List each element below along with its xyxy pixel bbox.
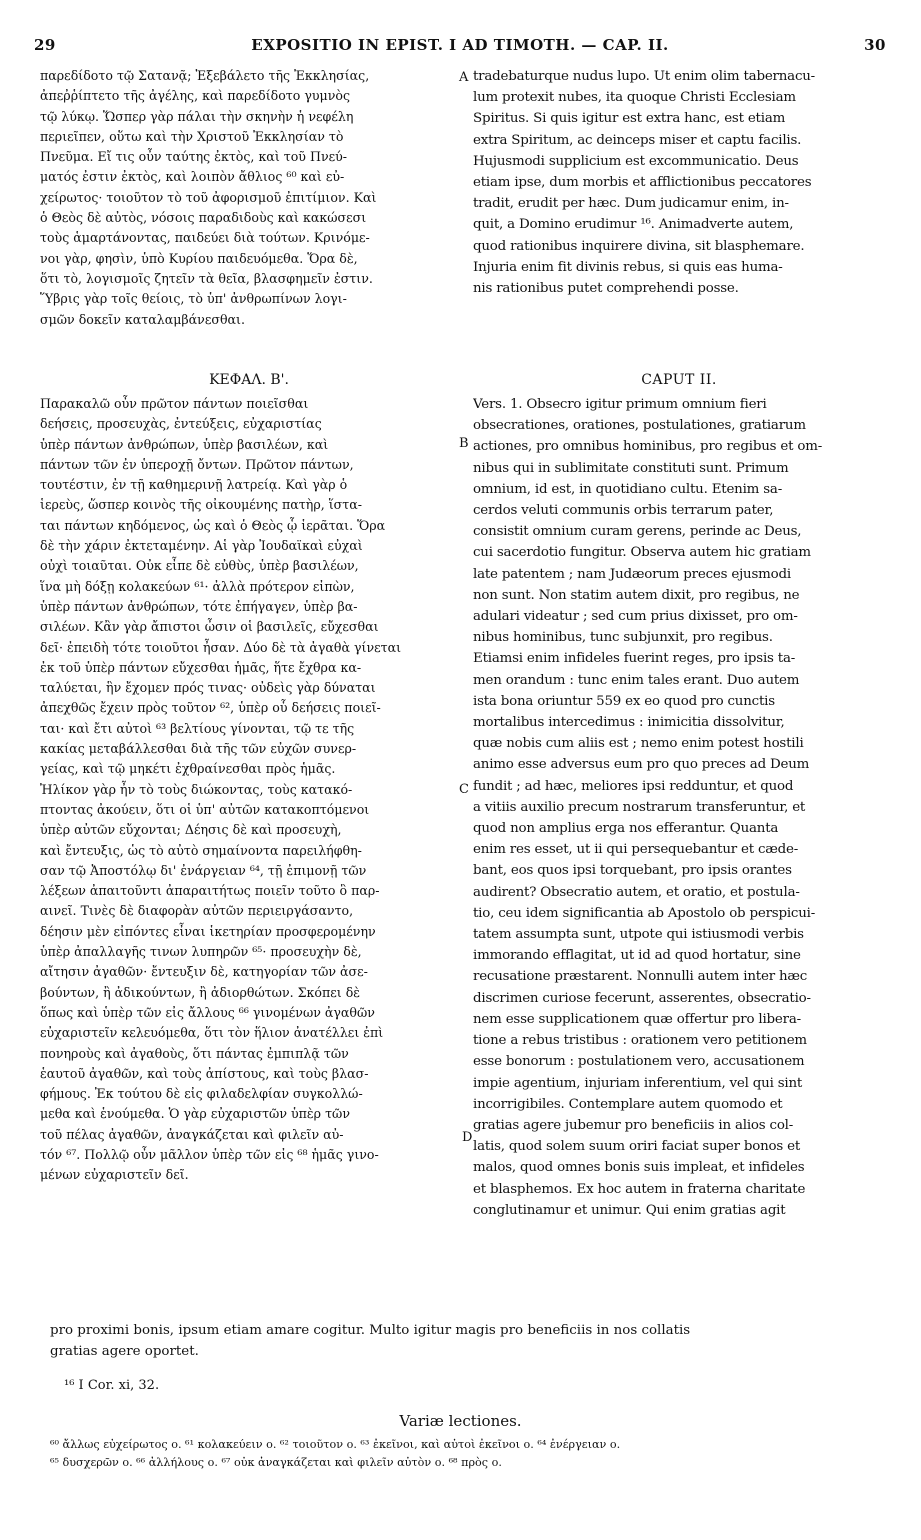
greek-column-main: Παρακαλῶ οὖν πρῶτον πάντων ποιεῖσθαι δεήσεις, προσευχὰς, ἐντεύξεις, εὐχαριστίας ὑπὲρ πάντων ἀνθρώπων, ὑπὲρ βασιλέων, καὶ πάντων τῶν ἐν ὑπεροχῇ ὄντων. Πρῶτον πάντων, τουτέστιν, ἐν τῇ καθημερινῇ λατρείᾳ. Καὶ γὰρ ὁ ἱερεὺς, ὥσπερ κοινὸς τῆς οἰκουμένης πατὴρ, ἵστα- ται πάντων κηδόμενος, ὡς καὶ ὁ Θεὸς ᾧ ἱερᾶται. Ὅρα δὲ τὴν χάριν ἐκτεταμένην. Αἱ γὰρ Ἰουδαϊκαὶ εὐχαὶ οὐχὶ τοιαῦται. Οὐκ εἶπε δὲ εὐθὺς, ὑπὲρ βασιλέων, ἵνα μὴ δόξῃ κολακεύων ⁶¹· ἀλλὰ πρότερον εἰπὼν, ὑπὲρ πάντων ἀνθρώπων, τότε ἐπήγαγεν, ὑπὲρ βα- σιλέων. Κἂν γὰρ ἄπιστοι ὦσιν οἱ βασιλεῖς, εὔχεσθαι δεῖ· ἐπειδὴ τότε τοιοῦτοι ἦσαν. Δύο δὲ τὰ ἀγαθὰ γίνεται ἐκ τοῦ ὑπὲρ πάντων εὔχεσθαι ἡμᾶς, ἥτε ἔχθρα κα- ταλύεται, ἣν ἔχομεν πρός τινας· οὐδεὶς γὰρ δύναται ἀπεχθῶς ἔχειν πρὸς τοῦτον ⁶², ὑπὲρ οὗ δεήσεις ποιεῖ- ται· καὶ ἔτι αὐτοὶ ⁶³ βελτίους γίνονται, τῷ τε τῆς κακίας μεταβάλλεσθαι διὰ τῆς τῶν εὐχῶν συνερ- γείας, καὶ τῷ μηκέτι ἐχθραίνεσθαι πρὸς ἡμᾶς. Ἠλίκον γὰρ ἦν τὸ τοὺς διώκοντας, τοὺς κατακό- πτοντας ἀκούειν, ὅτι οἱ ὑπ' αὐτῶν κατακοπτόμενοι ὑπὲρ αὐτῶν εὔχονται; Δέησις δὲ καὶ προσευχὴ, καὶ ἔντευξις, ὡς τὸ αὐτὸ σημαίνοντα παρειλήφθη- σαν τῷ Ἀποστόλῳ δι' ἐνάργειαν ⁶⁴, τῇ ἐπιμονῇ τῶν λέξεων ἀπαιτοῦντι ἀπαραιτήτως ποιεῖν τοῦτο ὃ παρ- αινεῖ. Τινὲς δὲ διαφορὰν αὐτῶν περιειργάσαντο, δέησιν μὲν εἰπόντες εἶναι ἱκετηρίαν προσφερομένην ὑπὲρ ἀπαλλαγῆς τινων λυπηρῶν ⁶⁵· προσευχὴν δὲ, αἴτησιν ἀγαθῶν· ἔντευξιν δὲ, κατηγορίαν τῶν ἀσε- βούντων, ἢ ἀδικούντων, ἢ ἀδιορθώτων. Σκόπει δὲ ὅπως καὶ ὑπὲρ τῶν εἰς ἄλλους ⁶⁶ γινομένων ἀγαθῶν εὐχαριστεῖν κελευόμεθα, ὅτι τὸν ἥλιον ἀνατέλλει ἐπὶ πονηροὺς καὶ ἀγαθοὺς, ὅτι πάντας ἐμπιπλᾷ τῶν ἑαυτοῦ ἀγαθῶν, καὶ τοὺς ἀπίστους, καὶ τοὺς βλασ- φήμους. Ἐκ τούτου δὲ εἰς φιλαδελφίαν συγκολλώ- μεθα καὶ ἑνούμεθα. Ὁ γὰρ εὐχαριστῶν ὑπὲρ τῶν τοῦ πέλας ἀγαθῶν, ἀναγκάζεται καὶ φιλεῖν αὐ- τόν ⁶⁷. Πολλῷ οὖν μᾶλλον ὑπὲρ τῶν εἰς ⁶⁸ ἡμᾶς γινο- μένων εὐχαριστεῖν δεῖ. bbox=[40, 396, 402, 1183]
page-number-left: 29 bbox=[34, 36, 56, 54]
latin-column-main: Vers. 1. Obsecro igitur primum omnium fieri obsecrationes, orationes, postulationes, gratiarum actiones, pro omnibus hominibus, pro regibus et om- nibus qui in sublimitate constituti sunt. Primum omnium, id est, in quotidiano cultu. Etenim sa- cerdos veluti communis orbis terrarum pater, consistit omnium curam gerens, perinde ac Deus, cui sacerdotio fungitur. Observa autem hic gratiam late patentem ; nam Judæorum preces ejusmodi non sunt. Non statim autem dixit, pro regibus, ne adulari videatur ; sed cum prius dixisset, pro om- nibus hominibus, tunc subjunxit, pro regibus. Etiamsi enim infideles fuerint reges, pro ipsis ta- men orandum : tunc enim tales erant. Duo autem ista bona oriuntur 559 ex eo quod pro cunctis mortalibus intercedimus : inimicitia dissolvitur, quæ nobis cum aliis est ; nemo enim potest hostili animo esse adversus eum pro quo preces ad Deum fundit ; ad hæc, meliores ipsi redduntur, et quod a vitiis auxilio precum nostrarum transferuntur, et quod non amplius erga nos efferantur. Quanta enim res esset, ut ii qui persequebantur et cæde- bant, eos quos ipsi torquebant, pro ipsis orantes audirent? Obsecratio autem, et oratio, et postula- tio, ceu idem significantia ab Apostolo ob perspicui- tatem assumpta sunt, utpote qui istiusmodi verbis immorando efflagitat, ut id ad quod hortatur, sine recusatione præstarent. Nonnulli autem inter hæc discrimen curiose fecerunt, asserentes, obsecratio- nem esse supplicationem quæ offertur pro libera- tione a rebus tristibus : orationem vero petitionem esse bonorum : postulationem vero, accusationem impie agentium, injuriam inferentium, vel qui sint incorrigibiles. Contemplare autem quomodo et gratias agere jubemur pro beneficiis in alios col- latis, quod solem suum oriri faciat super bonos et malos, quod omnes bonis suis impleat, et infideles et blasphemos. Ex hoc autem in fraterna charitate conglutinamur et unimur. Qui enim gratias agit bbox=[473, 397, 823, 1218]
running-title: EXPOSITIO IN EPIST. I AD TIMOTH. — CAP. II. bbox=[251, 36, 669, 54]
variae-lectiones-title: Variæ lectiones. bbox=[399, 1412, 522, 1430]
footnote: ¹⁶ I Cor. xi, 32. bbox=[64, 1378, 160, 1393]
chapter-heading-latin: CAPUT II. bbox=[641, 372, 717, 388]
margin-letter-b: B bbox=[459, 436, 469, 451]
page-number-right: 30 bbox=[864, 36, 886, 54]
margin-letter-d: D bbox=[462, 1130, 473, 1145]
greek-column-top: παρεδίδοτο τῷ Σατανᾷ; Ἐξεβάλετο τῆς Ἐκκλησίας, ἀπεῤῥίπτετο τῆς ἀγέλης, καὶ παρεδίδοτο γυμνὸς τῷ λύκῳ. Ὥσπερ γὰρ πάλαι τὴν σκηνὴν ἡ νεφέλη περιεῖπεν, οὕτω καὶ τὴν Χριστοῦ Ἐκκλησίαν τὸ Πνεῦμα. Εἴ τις οὖν ταύτης ἐκτὸς, καὶ τοῦ Πνεύ- ματός ἐστιν ἐκτὸς, καὶ λοιπὸν ἄθλιος ⁶⁰ καὶ εὐ- χείρωτος· τοιοῦτον τὸ τοῦ ἀφορισμοῦ ἐπιτίμιον. Καὶ ὁ Θεὸς δὲ αὐτὸς, νόσοις παραδιδοὺς καὶ κακώσεσι τοὺς ἁμαρτάνοντας, παιδεύει διὰ τούτων. Κρινόμε- νοι γὰρ, φησὶν, ὑπὸ Κυρίου παιδευόμεθα. Ὅρα δὲ, ὅτι τὸ, λογισμοῖς ζητεῖν τὰ θεῖα, βλασφημεῖν ἐστιν. Ὕβρις γὰρ τοῖς θείοις, τὸ ὑπ' ἀνθρωπίνων λογι- σμῶν δοκεῖν καταλαμβάνεσθαι. bbox=[40, 68, 377, 327]
margin-letter-a: A bbox=[459, 70, 469, 85]
page-header bbox=[34, 36, 886, 60]
variae-lectiones-list: ⁶⁰ ἄλλως εὐχείρωτος ο. ⁶¹ κολακεύειν ο. ⁶² τοιοῦτον ο. ⁶³ ἐκεῖνοι, καὶ αὐτοὶ ἐκεῖνοι ο. ⁶⁴ ἐνέργειαν ο. ⁶⁵ δυσχερῶν ο. ⁶⁶ ἀλλήλους ο. ⁶⁷ οὐκ ἀναγκάζεται καὶ φιλεῖν αὐτὸν ο. ⁶⁸ πρὸς ο. bbox=[50, 1438, 621, 1469]
margin-letter-c: C bbox=[459, 782, 469, 797]
chapter-heading-greek: ΚΕΦΑΛ. Β'. bbox=[209, 372, 289, 388]
closing-text: pro proximi bonis, ipsum etiam amare cogitur. Multo igitur magis pro beneficiis in nos collatis gratias agere oportet. bbox=[50, 1323, 691, 1359]
latin-column-top: tradebaturque nudus lupo. Ut enim olim tabernacu- lum protexit nubes, ita quoque Christi Ecclesiam Spiritus. Si quis igitur est extra hanc, est etiam extra Spiritum, ac deinceps miser et captu facilis. Hujusmodi supplicium est excommunicatio. Deus etiam ipse, dum morbis et afflictionibus peccatores tradit, erudit per hæc. Dum judicamur enim, in- quit, a Domino erudimur ¹⁶. Animadverte autem, quod rationibus inquirere divina, sit blasphemare. Injuria enim fit divinis rebus, si quis eas huma- nis rationibus putet comprehendi posse. bbox=[473, 69, 815, 297]
